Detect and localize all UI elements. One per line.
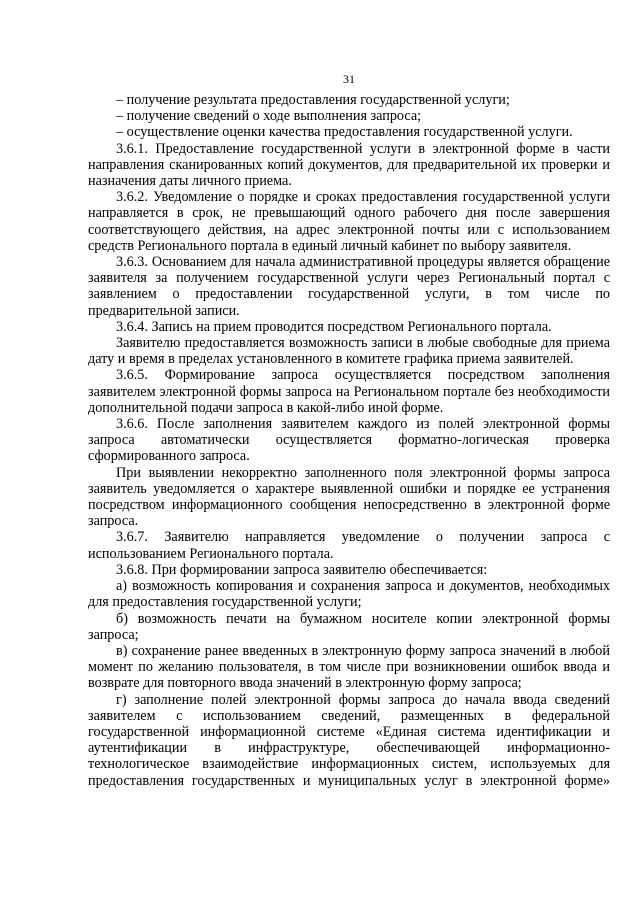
paragraph: 3.6.1. Предоставление государственной услуги в электронной форме в части направления сканированных копий документов, для предварительной их проверки и назначения даты личного приема. bbox=[88, 140, 610, 190]
document-body bbox=[88, 92, 610, 789]
paragraph: – получение сведений о ходе выполнения запроса; bbox=[116, 108, 422, 125]
paragraph: 3.6.7. Заявителю направляется уведомление о получении запроса с использованием Регионального портала. bbox=[88, 529, 610, 562]
paragraph: 3.6.3. Основанием для начала административной процедуры является обращение заявителя за получением государственной услуги через Региональный портал с заявлением о предоставлении государственной услуги, в том числе по предварительной записи. bbox=[88, 254, 610, 319]
paragraph: г) заполнение полей электронной формы запроса до начала ввода сведений заявителем с использованием сведений, размещенных в федеральной государственной информационной системе «Единая система идентификации и аутентификации в инфраструктуре, обеспечивающей информационно-технологическое взаимодействие информационных систем, используемых для предоставления государственных и муниципальных услуг в электронной форме» bbox=[88, 691, 610, 789]
page-number: 31 bbox=[343, 72, 355, 86]
paragraph: Заявителю предоставляется возможность записи в любые свободные для приема дату и время в пределах установленного в комитете графика приема заявителей. bbox=[88, 335, 610, 368]
paragraph: При выявлении некорректно заполненного поля электронной формы запроса заявитель уведомляется о характере выявленной ошибки и порядке ее устранения посредством информационного сообщения непосредственно в электронной форме запроса. bbox=[88, 464, 610, 530]
paragraph: – осуществление оценки качества предоставления государственной услуги. bbox=[116, 124, 573, 141]
paragraph: в) сохранение ранее введенных в электронную форму запроса значений в любой момент по желанию пользователя, в том числе при возникновении ошибок ввода и возврате для повторного ввода значений в электронную форму запроса; bbox=[88, 642, 610, 692]
paragraph: 3.6.5. Формирование запроса осуществляется посредством заполнения заявителем электронной формы запроса на Региональном портале без необходимости дополнительной подачи запроса в какой-либо иной форме. bbox=[88, 367, 610, 416]
paragraph: а) возможность копирования и сохранения запроса и документов, необходимых для предоставления государственной услуги; bbox=[88, 578, 610, 611]
paragraph: 3.6.2. Уведомление о порядке и сроках предоставления государственной услуги направляется в срок, не превышающий одного рабочего дня после завершения соответствующего действия, на адрес электронной почты или с использованием средств Регионального портала в единый личный кабинет по выбору заявителя. bbox=[88, 189, 610, 254]
paragraph: 3.6.8. При формировании запроса заявителю обеспечивается: bbox=[116, 561, 488, 578]
paragraph: 3.6.6. После заполнения заявителем каждого из полей электронной формы запроса автоматически осуществляется форматно-логическая проверка сформированного запроса. bbox=[88, 416, 610, 465]
paragraph: – получение результата предоставления государственной услуги; bbox=[116, 92, 510, 108]
paragraph: 3.6.4. Запись на прием проводится посредством Регионального портала. bbox=[116, 318, 552, 335]
paragraph: б) возможность печати на бумажном носителе копии электронной формы запроса; bbox=[88, 610, 610, 643]
